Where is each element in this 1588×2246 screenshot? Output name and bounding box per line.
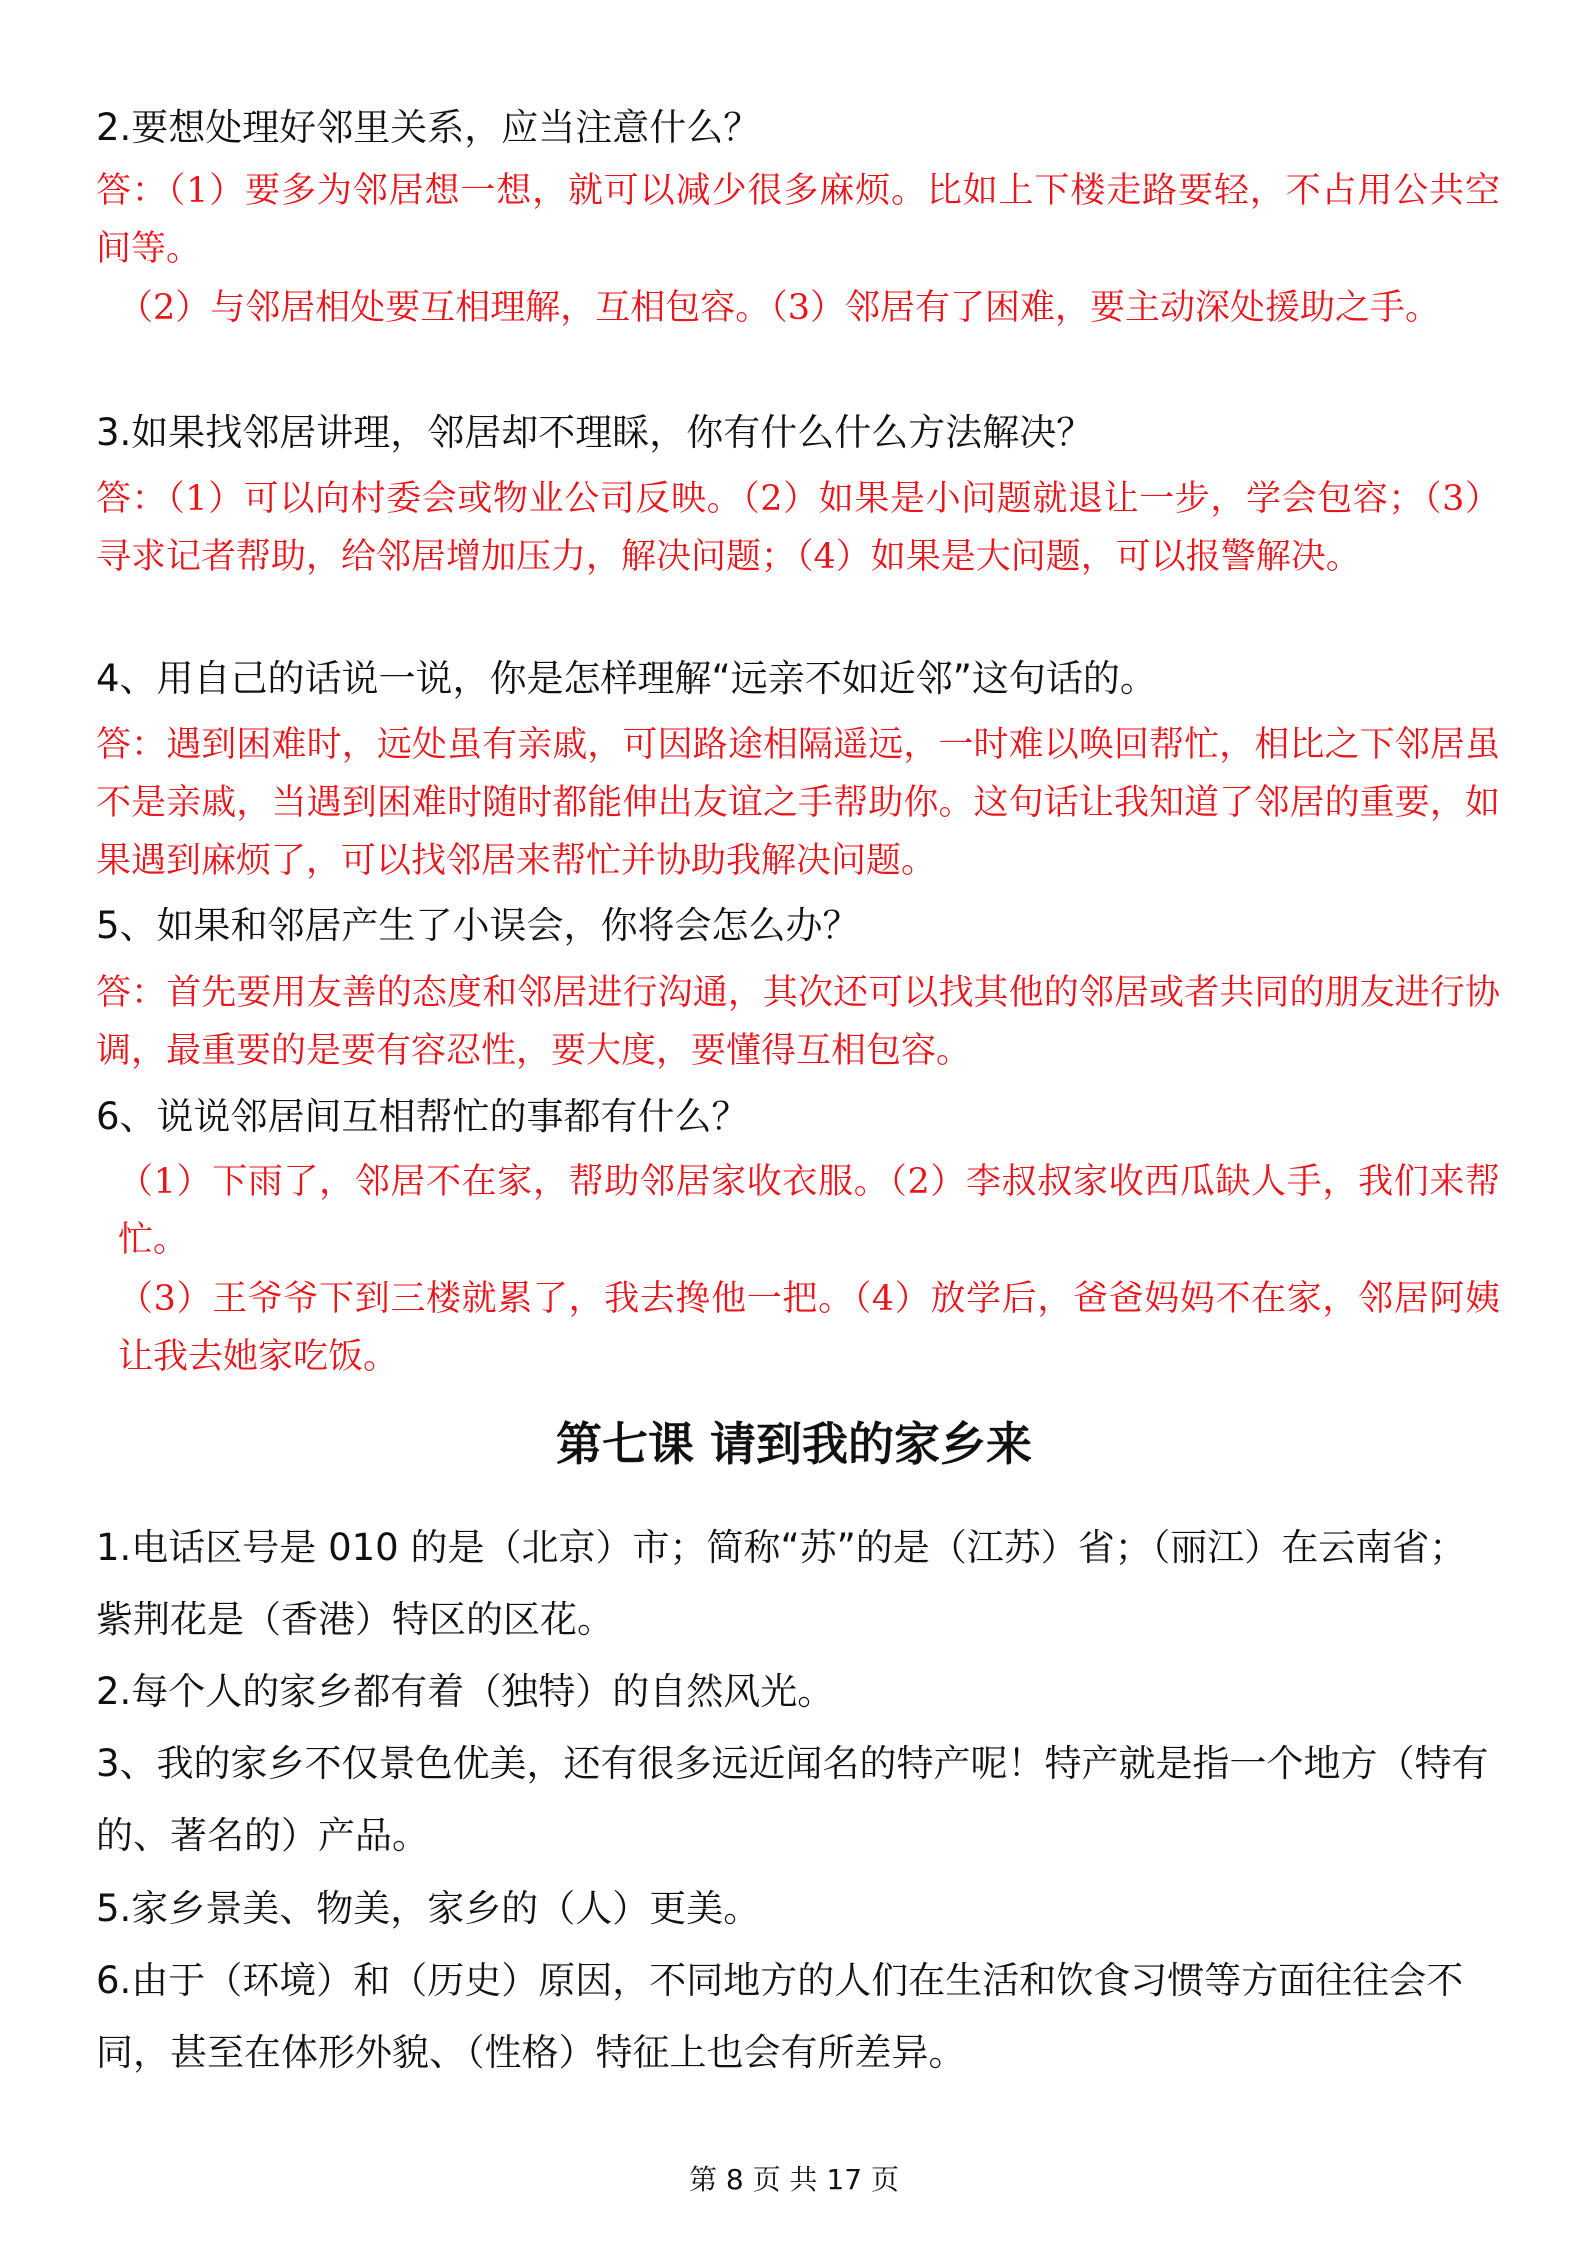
- question-2: 2.要想处理好邻里关系，应当注意什么？: [96, 106, 761, 149]
- answer-2-part-1: 答：（1）要多为邻居想一想，就可以减少很多麻烦。比如上下楼走路要轻，不占用公共空间等。: [96, 171, 1500, 269]
- answer-3: 答：（1）可以向村委会或物业公司反映。（2）如果是小问题就退让一步，学会包容；（3）寻求记者帮助，给邻居增加压力，解决问题；（4）如果是大问题，可以报警解决。: [96, 479, 1500, 577]
- answer-5: 答：首先要用友善的态度和邻居进行沟通，其次还可以找其他的邻居或者共同的朋友进行协调，最重要的是要有容忍性，要大度，要懂得互相包容。: [96, 973, 1500, 1071]
- lesson-item: 6.由于（环境）和（历史）原因，不同地方的人们在生活和饮食习惯等方面往往会不同，甚至在体形外貌、（性格）特征上也会有所差异。: [96, 1959, 1464, 2074]
- answer-2-part-2: （2）与邻居相处要互相理解，互相包容。（3）邻居有了困难，要主动深处援助之手。: [118, 288, 1441, 328]
- question-5: 5、如果和邻居产生了小误会，你将会怎么办？: [96, 904, 860, 947]
- page-number: 第 8 页 共 17 页: [689, 2163, 899, 2196]
- answer-4: 答：遇到困难时，远处虽有亲戚，可因路途相隔遥远，一时难以唤回帮忙，相比之下邻居虽不是亲戚，当遇到困难时随时都能伸出友谊之手帮助你。这句话让我知道了邻居的重要，如果遇到麻烦了，可以找邻居来帮忙并协助我解决问题。: [96, 725, 1500, 881]
- lesson-item: 2.每个人的家乡都有着（独特）的自然风光。: [96, 1670, 835, 1713]
- answer-6-part-2: （3）王爷爷下到三楼就累了，我去搀他一把。（4）放学后，爸爸妈妈不在家，邻居阿姨让我去她家吃饭。: [118, 1279, 1500, 1377]
- question-3: 3.如果找邻居讲理，邻居却不理睬，你有什么什么方法解决？: [96, 411, 1094, 454]
- lesson-item: 1.电话区号是 010 的是（北京）市；简称“苏”的是（江苏）省；（丽江）在云南省；紫荆花是（香港）特区的区花。: [96, 1526, 1467, 1641]
- lesson-item: 3、我的家乡不仅景色优美，还有很多远近闻名的特产呢！特产就是指一个地方（特有的、著名的）产品。: [96, 1742, 1489, 1857]
- question-4: 4、用自己的话说一说，你是怎样理解“远亲不如近邻”这句话的。: [96, 657, 1157, 700]
- lesson-item: 5.家乡景美、物美，家乡的（人）更美。: [96, 1887, 761, 1930]
- answer-6-part-1: （1）下雨了，邻居不在家，帮助邻居家收衣服。（2）李叔叔家收西瓜缺人手，我们来帮忙。: [118, 1162, 1500, 1260]
- lesson-title: 第七课 请到我的家乡来: [555, 1417, 1032, 1471]
- question-6: 6、说说邻居间互相帮忙的事都有什么？: [96, 1095, 749, 1138]
